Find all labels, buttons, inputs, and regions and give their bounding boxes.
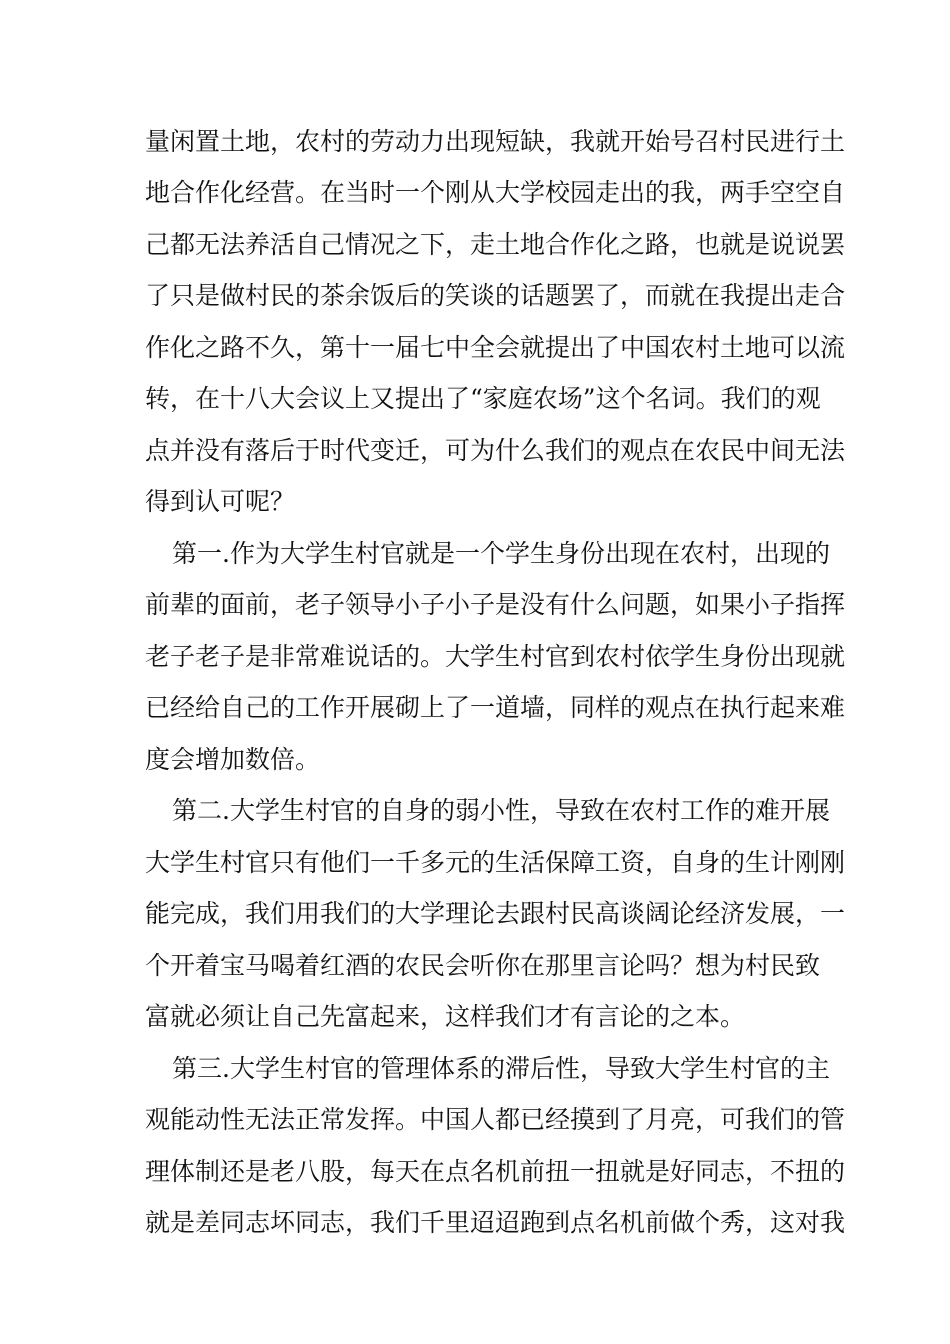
text-line: 作化之路不久，第十一届七中全会就提出了中国农村土地可以流: [145, 333, 846, 362]
text-line: 前辈的面前，老子领导小子小子是没有什么问题，如果小子指挥: [145, 590, 846, 619]
text-line: 理体制还是老八股，每天在点名机前扭一扭就是好同志，不扭的: [145, 1157, 846, 1186]
text-line: 第三.大学生村官的管理体系的滞后性，导致大学生村官的主: [172, 1054, 830, 1083]
text-line: 度会增加数倍。: [145, 745, 321, 774]
text-line: 转，在十八大会议上又提出了“家庭农场”这个名词。我们的观: [145, 384, 821, 413]
text-line: 第二.大学生村官的自身的弱小性，导致在农村工作的难开展: [172, 796, 830, 825]
text-line: 已经给自己的工作开展砌上了一道墙，同样的观点在执行起来难: [145, 693, 846, 722]
text-line: 地合作化经营。在当时一个刚从大学校园走出的我，两手空空自: [145, 178, 846, 207]
text-line: 能完成，我们用我们的大学理论去跟村民高谈阔论经济发展，一: [145, 899, 846, 928]
text-line: 第一.作为大学生村官就是一个学生身份出现在农村，出现的: [172, 539, 830, 568]
text-line: 就是差同志坏同志，我们千里迢迢跑到点名机前做个秀，这对我: [145, 1208, 846, 1237]
text-line: 大学生村官只有他们一千多元的生活保障工资，自身的生计刚刚: [145, 848, 846, 877]
text-line: 老子老子是非常难说话的。大学生村官到农村依学生身份出现就: [145, 642, 846, 671]
text-line: 量闲置土地，农村的劳动力出现短缺，我就开始号召村民进行土: [145, 127, 846, 156]
text-line: 富就必须让自己先富起来，这样我们才有言论的之本。: [145, 1002, 746, 1031]
text-line: 观能动性无法正常发挥。中国人都已经摸到了月亮，可我们的管: [145, 1105, 846, 1134]
text-line: 己都无法养活自己情况之下，走土地合作化之路，也就是说说罢: [145, 230, 846, 259]
text-line: 了只是做村民的茶余饭后的笑谈的话题罢了，而就在我提出走合: [145, 281, 846, 310]
text-line: 个开着宝马喝着红酒的农民会听你在那里言论吗？想为村民致: [145, 951, 821, 980]
text-line: 点并没有落后于时代变迁，可为什么我们的观点在农民中间无法: [145, 436, 846, 465]
text-line: 得到认可呢？: [145, 487, 296, 516]
